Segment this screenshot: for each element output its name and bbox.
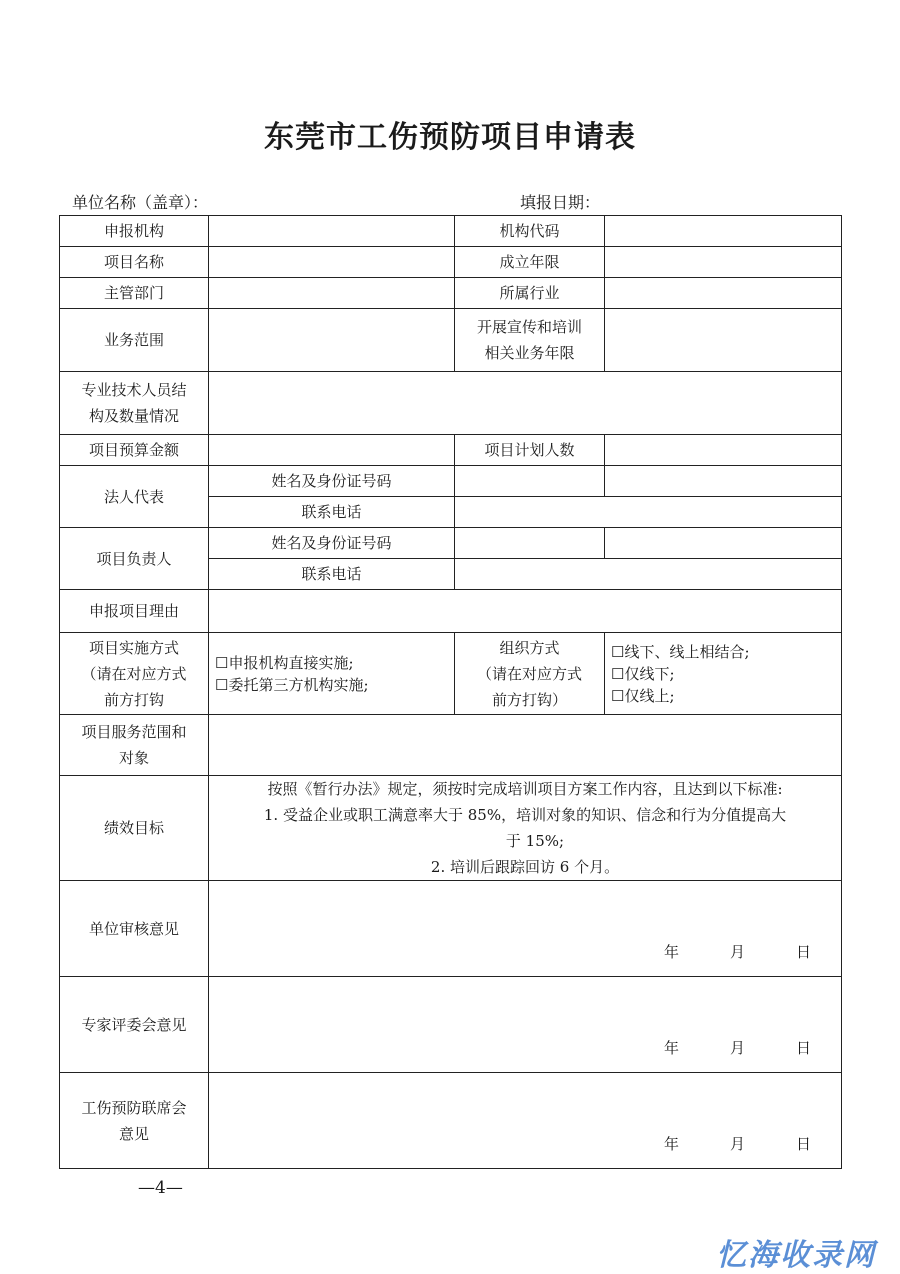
- implementation-line2: （请在对应方式: [81, 664, 187, 683]
- project-lead-label: 项目负责人: [60, 528, 209, 590]
- implementation-line1: 项目实施方式: [88, 638, 179, 657]
- impl-option-direct[interactable]: ☐申报机构直接实施;: [215, 653, 354, 672]
- unit-review-label: 单位审核意见: [60, 881, 209, 977]
- legal-rep-phone-field[interactable]: [455, 497, 842, 528]
- joint-meeting-line1: 工伤预防联席会: [81, 1098, 187, 1117]
- performance-line3: 于 15%;: [505, 832, 565, 850]
- organization-line1: 组织方式: [499, 638, 560, 657]
- org-option-combined[interactable]: ☐线下、线上相结合;: [611, 642, 750, 661]
- legal-rep-name-field[interactable]: [455, 466, 605, 497]
- org-code-label: 机构代码: [455, 216, 605, 247]
- organization-label: [455, 633, 605, 715]
- budget-field[interactable]: [209, 435, 455, 466]
- row-project-name: [60, 247, 842, 278]
- implementation-label: [60, 633, 209, 715]
- row-applicant-org: [60, 216, 842, 247]
- joint-meeting-label: [60, 1073, 209, 1169]
- impl-option-third-party[interactable]: ☐委托第三方机构实施;: [215, 675, 369, 694]
- tech-staff-line2: 构及数量情况: [88, 407, 179, 425]
- performance-line2: 1. 受益企业或职工满意率大于 85%，培训对象的知识、信念和行为分值提高大: [263, 806, 787, 824]
- project-lead-phone-field[interactable]: [455, 559, 842, 590]
- legal-rep-name-id-label: 姓名及身份证号码: [209, 466, 455, 497]
- project-lead-id-field[interactable]: [605, 528, 842, 559]
- implementation-options: [209, 633, 455, 715]
- implementation-line3: 前方打钩: [103, 690, 164, 709]
- row-legal-rep-id: [60, 466, 842, 497]
- row-service-scope: [60, 715, 842, 776]
- performance-line1: 按照《暂行办法》规定，须按时完成培训项目方案工作内容，且达到以下标准:: [267, 780, 783, 798]
- applicant-org-label: 申报机构: [60, 216, 209, 247]
- competent-dept-field[interactable]: [209, 278, 455, 309]
- row-business-scope: [60, 309, 842, 372]
- training-years-label: [455, 309, 605, 372]
- reason-label: 申报项目理由: [60, 590, 209, 633]
- training-years-line1: 开展宣传和培训: [476, 318, 582, 336]
- unit-review-year: 年: [663, 943, 679, 961]
- industry-label: 所属行业: [455, 278, 605, 309]
- org-option-online[interactable]: ☐仅线上;: [611, 686, 675, 705]
- business-scope-label: 业务范围: [60, 309, 209, 372]
- row-budget: [60, 435, 842, 466]
- unit-review-month: 月: [729, 943, 745, 961]
- page-number: —4—: [138, 1178, 183, 1198]
- legal-rep-label: 法人代表: [60, 466, 209, 528]
- expert-review-field[interactable]: [209, 977, 842, 1073]
- joint-meeting-day: 日: [795, 1135, 811, 1153]
- applicant-org-field[interactable]: [209, 216, 455, 247]
- org-option-offline[interactable]: ☐仅线下;: [611, 664, 675, 683]
- legal-rep-phone-label: 联系电话: [209, 497, 455, 528]
- row-implementation: [60, 633, 842, 715]
- business-scope-field[interactable]: [209, 309, 455, 372]
- form-title: 东莞市工伤预防项目申请表: [264, 120, 636, 155]
- joint-meeting-date: [215, 1073, 835, 1157]
- unit-review-day: 日: [795, 943, 811, 961]
- service-scope-line2: 对象: [118, 749, 149, 767]
- row-expert-review: [60, 977, 842, 1073]
- performance-label: 绩效目标: [60, 776, 209, 881]
- tech-staff-field[interactable]: [209, 372, 842, 435]
- service-scope-field[interactable]: [209, 715, 842, 776]
- tech-staff-line1: 专业技术人员结: [81, 381, 187, 399]
- established-years-field[interactable]: [605, 247, 842, 278]
- competent-dept-label: 主管部门: [60, 278, 209, 309]
- unit-review-field[interactable]: [209, 881, 842, 977]
- legal-rep-id-field[interactable]: [605, 466, 842, 497]
- project-lead-name-field[interactable]: [455, 528, 605, 559]
- expert-review-day: 日: [795, 1039, 811, 1057]
- joint-meeting-month: 月: [729, 1135, 745, 1153]
- organization-line2: （请在对应方式: [476, 664, 582, 683]
- expert-review-year: 年: [663, 1039, 679, 1057]
- training-years-line2: 相关业务年限: [484, 344, 575, 362]
- fill-date-label: 填报日期：: [520, 193, 601, 212]
- row-performance: [60, 776, 842, 881]
- tech-staff-label: [60, 372, 209, 435]
- training-years-field[interactable]: [605, 309, 842, 372]
- project-name-field[interactable]: [209, 247, 455, 278]
- row-competent-dept: [60, 278, 842, 309]
- joint-meeting-year: 年: [663, 1135, 679, 1153]
- project-name-label: 项目名称: [60, 247, 209, 278]
- industry-field[interactable]: [605, 278, 842, 309]
- row-reason: [60, 590, 842, 633]
- row-project-lead-id: [60, 528, 842, 559]
- planned-people-field[interactable]: [605, 435, 842, 466]
- project-lead-name-id-label: 姓名及身份证号码: [209, 528, 455, 559]
- unit-review-date: [215, 881, 835, 965]
- performance-content: [209, 776, 842, 881]
- service-scope-line1: 项目服务范围和: [81, 723, 187, 741]
- unit-name-label: 单位名称（盖章）：: [72, 193, 209, 212]
- project-lead-phone-label: 联系电话: [209, 559, 455, 590]
- organization-line3: 前方打钩）: [491, 690, 567, 709]
- org-code-field[interactable]: [605, 216, 842, 247]
- row-unit-review: [60, 881, 842, 977]
- planned-people-label: 项目计划人数: [455, 435, 605, 466]
- joint-meeting-field[interactable]: [209, 1073, 842, 1169]
- performance-line4: 2. 培训后跟踪回访 6 个月。: [430, 858, 620, 876]
- budget-label: 项目预算金额: [60, 435, 209, 466]
- row-tech-staff: [60, 372, 842, 435]
- application-form-table: [59, 215, 842, 1169]
- organization-options: [605, 633, 842, 715]
- service-scope-label: [60, 715, 209, 776]
- reason-field[interactable]: [209, 590, 842, 633]
- expert-review-label: 专家评委会意见: [60, 977, 209, 1073]
- site-watermark: 忆海收录网: [716, 1238, 876, 1273]
- row-joint-meeting: [60, 1073, 842, 1169]
- expert-review-date: [215, 977, 835, 1061]
- expert-review-month: 月: [729, 1039, 745, 1057]
- joint-meeting-line2: 意见: [118, 1124, 149, 1143]
- established-years-label: 成立年限: [455, 247, 605, 278]
